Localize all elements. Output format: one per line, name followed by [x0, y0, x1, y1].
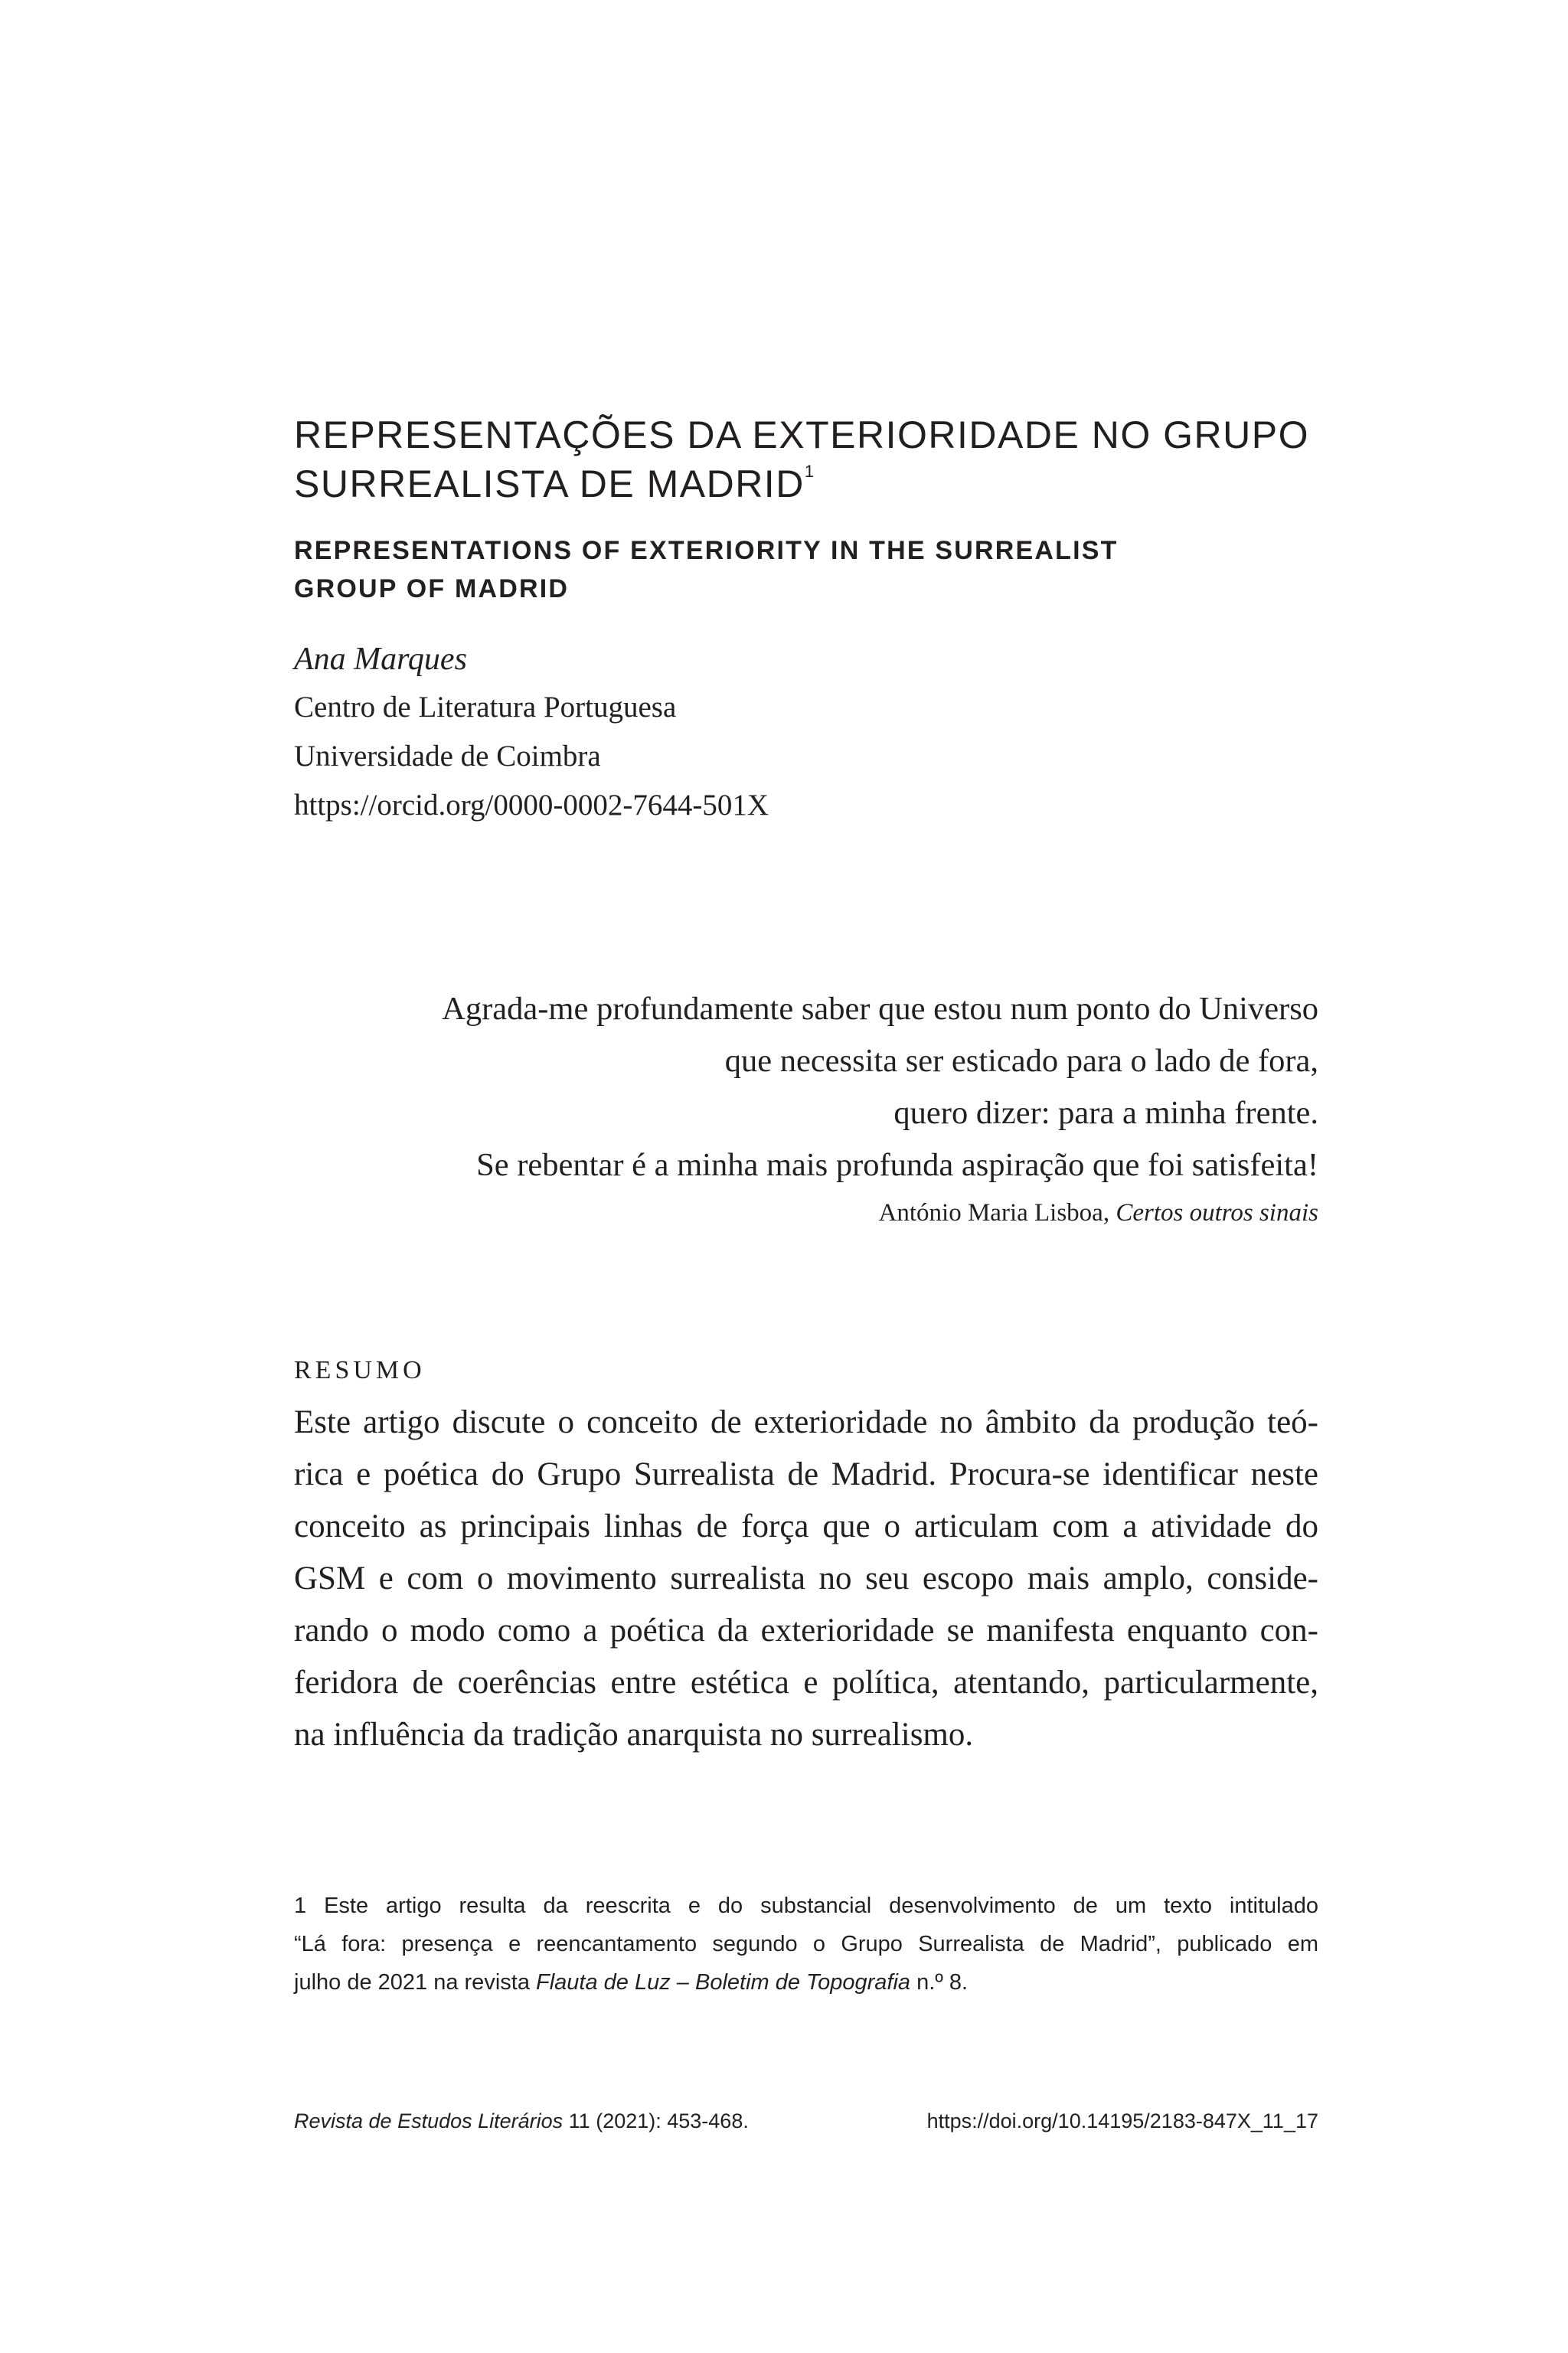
title-en-line-1: REPRESENTATIONS OF EXTERIORITY IN THE SURREALIST	[294, 536, 1119, 565]
footnote	[294, 1887, 1318, 2002]
footnote-line-3-suffix: n.º 8.	[910, 1970, 969, 1995]
abstract-line: rando o modo como a poética da exterioridade se manifesta enquanto con-	[294, 1613, 1318, 1649]
abstract-line: rica e poética do Grupo Surrealista de Madrid. Procura-se identificar neste	[294, 1456, 1318, 1492]
footnote-journal-title: Flauta de Luz – Boletim de Topografia	[536, 1970, 911, 1995]
epigraph-attribution	[294, 1191, 1318, 1234]
abstract-line: conceito as principais linhas de força que o articulam com a atividade do	[294, 1508, 1318, 1544]
epigraph-line: Agrada-me profundamente saber que estou num ponto do Universo	[442, 991, 1318, 1027]
title-pt-line-2-text: SURREALISTA DE MADRID	[294, 462, 805, 505]
footer-doi-link[interactable]: https://doi.org/10.14195/2183-847X_11_17	[926, 2110, 1318, 2132]
footer-journal-name: Revista de Estudos Literários	[294, 2110, 564, 2132]
article-title-portuguese	[294, 410, 1351, 508]
footnote-line-2: “Lá fora: presença e reencantamento segundo o Grupo Surrealista de Madrid”, publicado em	[294, 1932, 1318, 1956]
abstract-line: feridora de coerências entre estética e política, atentando, particularmente,	[294, 1665, 1318, 1701]
page-footer	[294, 2106, 1318, 2136]
epigraph-line: quero dizer: para a minha frente.	[893, 1095, 1318, 1131]
article-title-english	[294, 531, 1351, 608]
abstract-line: na influência da tradição anarquista no surrealismo.	[294, 1717, 974, 1753]
author-affiliation-university: Universidade de Coimbra	[294, 740, 601, 773]
author-block	[294, 636, 1351, 830]
author-affiliation-centre: Centro de Literatura Portuguesa	[294, 691, 677, 724]
epigraph-author: António Maria Lisboa,	[878, 1199, 1110, 1227]
author-name: Ana Marques	[294, 642, 467, 677]
abstract-heading: RESUMO	[294, 1356, 426, 1384]
title-pt-line-1: REPRESENTAÇÕES DA EXTERIORIDADE NO GRUPO	[294, 413, 1309, 456]
author-orcid-link[interactable]: https://orcid.org/0000-0002-7644-501X	[294, 789, 769, 822]
epigraph-line: Se rebentar é a minha mais profunda aspiração que foi satisfeita!	[476, 1147, 1318, 1183]
title-en-line-2: GROUP OF MADRID	[294, 574, 570, 603]
epigraph-line: que necessita ser esticado para o lado de fora,	[724, 1043, 1318, 1079]
footnote-line-3-prefix: julho de 2021 na revista	[294, 1970, 536, 1995]
abstract-line: Este artigo discute o conceito de exterioridade no âmbito da produção teó-	[294, 1404, 1318, 1440]
footnote-line-1: 1 Este artigo resulta da reescrita e do substancial desenvolvimento de um texto intitulado	[294, 1894, 1318, 1918]
epigraph	[294, 983, 1318, 1234]
title-pt-line-2	[294, 459, 1351, 508]
abstract-line: GSM e com o movimento surrealista no seu escopo mais amplo, conside-	[294, 1560, 1318, 1596]
footer-citation	[294, 2106, 749, 2136]
footnote-marker[interactable]: 1	[804, 462, 815, 481]
epigraph-work-title: Certos outros sinais	[1116, 1199, 1318, 1227]
footnote-line-3	[294, 1963, 1318, 2002]
abstract-text	[294, 1397, 1318, 1761]
footer-volume-pages: 11 (2021): 453-468.	[563, 2110, 749, 2132]
